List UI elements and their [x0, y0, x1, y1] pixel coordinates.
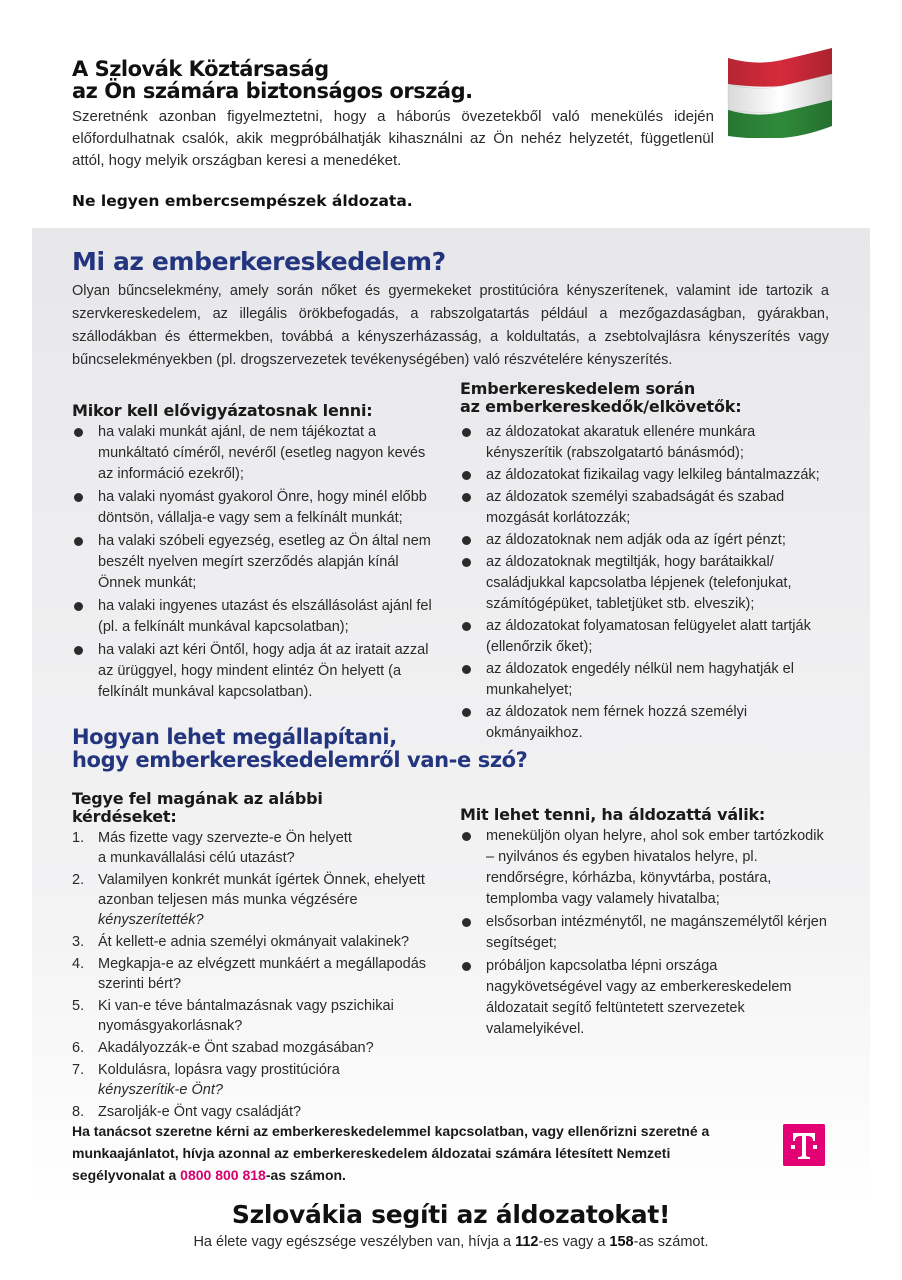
list-item: 4. Megkapja-e az elvégzett munkáért a megállapodás szerinti bért?: [72, 956, 427, 992]
bullet-icon: [462, 665, 471, 674]
list-item: ha valaki szóbeli egyezség, esetleg az Ön által nem beszélt nyelven megírt szerződés alapján kínál Önnek munkát;: [72, 531, 444, 594]
list-item: az áldozatoknak megtiltják, hogy barátaikkal/ családjukkal kapcsolatba lépjenek (telefonjukat, számítógépüket, tabletjüket stb. elveszik);: [460, 552, 830, 615]
what-is-heading: Mi az emberkereskedelem?: [72, 247, 446, 276]
list-item: 2. Valamilyen konkrét munkát ígértek Önnek, ehelyett azonban teljesen más munka végzésére kényszerítették?: [72, 872, 425, 928]
victim-heading: Mit lehet tenni, ha áldozattá válik:: [460, 805, 766, 824]
emergency-number-112[interactable]: 112: [515, 1234, 539, 1250]
list-item: 8. Zsarolják-e Önt vagy családját?: [72, 1104, 302, 1120]
caution-list: [72, 422, 444, 703]
helpline-phone-number[interactable]: 0800 800 818: [180, 1167, 266, 1183]
telekom-logo-icon: [783, 1124, 825, 1166]
bullet-icon: [462, 493, 471, 502]
bullet-icon: [462, 428, 471, 437]
list-item: 6. Akadályozzák-e Önt szabad mozgásában?: [72, 1040, 374, 1056]
bullet-icon: [462, 558, 471, 567]
list-item: az áldozatok személyi szabadságát és szabad mozgását korlátozzák;: [460, 487, 830, 529]
list-item: az áldozatokat folyamatosan felügyelet alatt tartják (ellenőrzik őket);: [460, 616, 830, 658]
victim-list: [460, 826, 830, 1040]
list-item: az áldozatokat akaratuk ellenére munkára kényszerítik (rabszolgatartó bánásmód);: [460, 422, 830, 464]
bullet-icon: [74, 646, 83, 655]
helpline-note: Ha tanácsot szeretne kérni az emberkereskedelemmel kapcsolatban, vagy ellenőrizni szeretné a munkaajánlatot, hívja azonnal az emberkereskedelem áldozatai számára létesített Nemzeti segélyvonalat a 0800 800 818-as számon.: [72, 1123, 710, 1183]
bullet-icon: [74, 428, 83, 437]
list-item: 1. Más fizette vagy szervezte-e Ön helyett a munkavállalási célú utazást?: [72, 830, 352, 866]
list-item: az áldozatok engedély nélkül nem hagyhatják el munkahelyet;: [460, 659, 830, 701]
slogan: Szlovákia segíti az áldozatokat!: [231, 1200, 671, 1229]
emergency-number-158[interactable]: 158: [609, 1234, 634, 1250]
list-item: 3. Át kellett-e adnia személyi okmányait valakinek?: [72, 934, 410, 950]
traffickers-heading: Emberkereskedelem során az emberkereskedők/elkövetők:: [460, 379, 742, 416]
what-is-paragraph: Olyan bűncselekmény, amely során nőket és gyermekeket prostitúcióra kényszerítenek, valamint ide tartozik a szervkereskedelem, az illegális örökbefogadás, a rabszolgatartás például a mezőgazdaságban, gyárakban, szállodákban és éttermekben, továbbá a kényszerházasság, a koldultatás, a zsebtolvajlásra kényszerítés vagy bűncselekményekben (pl. drogszervezetek tevékenységében) való részvételére kényszerítés.: [72, 283, 829, 368]
intro-paragraph: Szeretnénk azonban figyelmeztetni, hogy a háborús övezetekből való menekülés idején előfordulhatnak csalók, akik megpróbálhatják kihasználni az Ön nehéz helyzetét, függetlenül attól, hogy melyik országban keresi a menedéket.: [72, 108, 714, 169]
bullet-icon: [462, 708, 471, 717]
questions-list: [72, 828, 444, 1122]
list-item: ha valaki ingyenes utazást és elszállásolást ajánl fel (pl. a felkínált munkával kapcsolatban);: [72, 596, 444, 638]
list-item: az áldozatokat fizikailag vagy lelkileg bántalmazzák;: [460, 465, 830, 486]
caution-heading: Mikor kell elővigyázatosnak lenni:: [72, 401, 373, 420]
list-item: 5. Ki van-e téve bántalmazásnak vagy pszichikai nyomásgyakorlásnak?: [72, 998, 394, 1034]
list-item: elsősorban intézménytől, ne magánszemélytől kérjen segítséget;: [460, 912, 830, 954]
bullet-icon: [462, 962, 471, 971]
bullet-icon: [462, 471, 471, 480]
list-item: próbáljon kapcsolatba lépni országa nagykövetségével vagy az emberkereskedelem áldozatait segítő feltüntetett szervezetek valamelyikével.: [460, 956, 830, 1040]
list-item: az áldozatoknak nem adják oda az ígért pénzt;: [460, 530, 830, 551]
bullet-icon: [74, 537, 83, 546]
list-item: ha valaki munkát ajánl, de nem tájékoztat a munkáltató címéről, nevéről (esetleg nagyon kevés az információ ezekről);: [72, 422, 444, 485]
list-item: ha valaki nyomást gyakorol Önre, hogy minél előbb döntsön, vállalja-e vagy sem a felkínált munkát;: [72, 487, 444, 529]
bullet-icon: [74, 493, 83, 502]
emergency-note: Ha élete vagy egészsége veszélyben van, hívja a 112-es vagy a 158-as számot.: [193, 1234, 709, 1250]
identify-heading: Hogyan lehet megállapítani, hogy emberkereskedelemről van-e szó?: [72, 725, 528, 772]
list-item: ha valaki azt kéri Öntől, hogy adja át az iratait azzal az ürüggyel, hogy mindent elintéz Ön helyett (a felkínált munkával kapcsolatban).: [72, 640, 444, 703]
bullet-icon: [462, 832, 471, 841]
traffickers-list: [460, 422, 830, 744]
hungarian-flag-icon: [726, 44, 834, 138]
bullet-icon: [74, 602, 83, 611]
bullet-icon: [462, 918, 471, 927]
list-item: 7. Koldulásra, lopásra vagy prostitúcióra kényszerítik-e Önt?: [72, 1062, 340, 1098]
page-title: A Szlovák Köztársaság az Ön számára biztonságos ország.: [72, 57, 473, 103]
bullet-icon: [462, 536, 471, 545]
list-item: az áldozatok nem férnek hozzá személyi okmányaikhoz.: [460, 702, 830, 744]
questions-heading: Tegye fel magának az alábbi kérdéseket:: [72, 789, 323, 826]
list-item: meneküljön olyan helyre, ahol sok ember tartózkodik – nyilvános és egyben hivatalos helyre, pl. rendőrségre, kórházba, könyvtárba, postára, templomba vagy valamely hivatalba;: [460, 826, 830, 910]
header-block: [72, 58, 714, 210]
warning-text: Ne legyen embercsempészek áldozata.: [72, 192, 413, 210]
bullet-icon: [462, 622, 471, 631]
